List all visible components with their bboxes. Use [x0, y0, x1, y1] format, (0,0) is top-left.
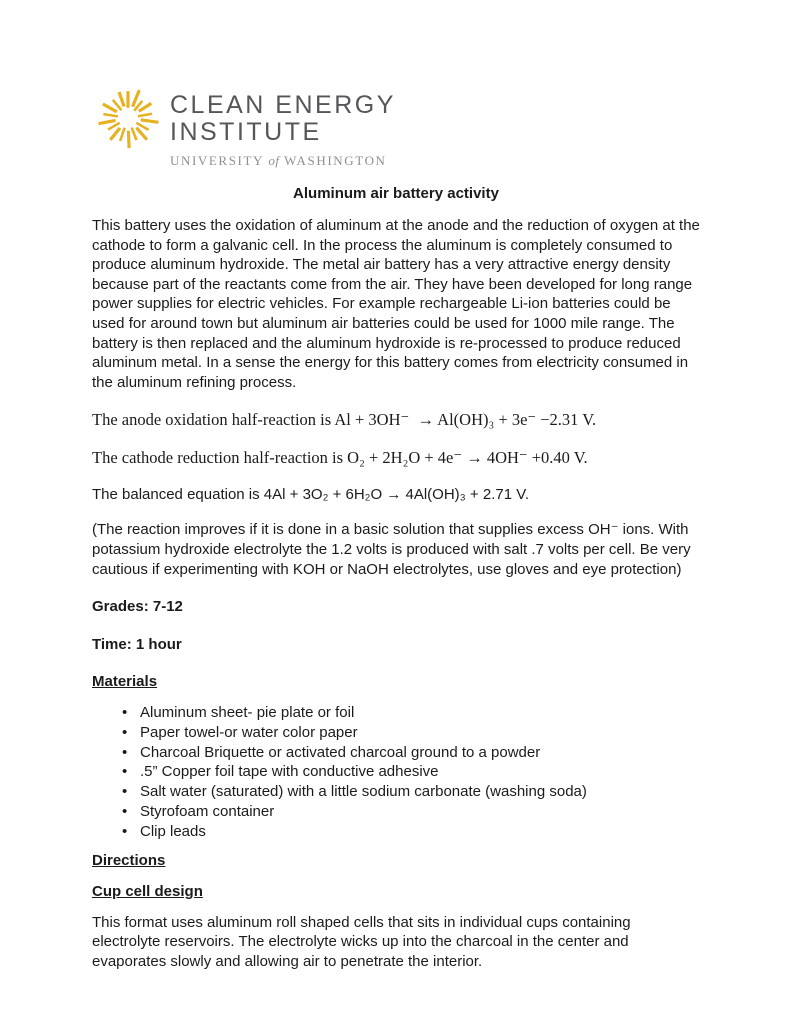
materials-heading: Materials — [92, 673, 158, 691]
list-item-aluminum-sheet: • Aluminum sheet- pie plate or foil — [122, 703, 700, 723]
cup-cell-paragraph: This format uses aluminum roll shaped cells that sits in individual cups containing electrolyte reservoirs. The electrolyte wicks up into the charcoal in the center and evaporates slowly and allowing air to penetrate the interior. — [92, 913, 631, 970]
list-item-copper-foil-tape: • .5” Copper foil tape with conductive adhesive — [122, 762, 700, 782]
balanced-equation-line: The balanced equation is 4Al + 3O₂ + 6H₂O → 4Al(OH)₃ + 2.71 V. — [92, 486, 530, 504]
sunburst-logo-icon — [92, 86, 164, 150]
logo-title-line1: CLEAN ENERGY — [170, 91, 396, 119]
cathode-reaction-line: The cathode reduction half-reaction is O₂ + 2H₂O + 4e⁻ → 4OH⁻ +0.40 V. — [92, 448, 588, 468]
anode-reaction-line: The anode oxidation half-reaction is Al + 3OH⁻ → Al(OH)₃ + 3e⁻ −2.31 V. — [92, 410, 597, 430]
logo-tagline-washington: WASHINGTON — [284, 153, 387, 168]
logo-title-line2: INSTITUTE — [170, 118, 322, 146]
directions-heading: Directions — [92, 852, 166, 870]
grades-line: Grades: 7-12 — [92, 598, 183, 616]
time-line: Time: 1 hour — [92, 635, 182, 653]
logo-text-block — [170, 86, 396, 169]
logo-tagline — [170, 153, 396, 169]
logo-tagline-university: UNIVERSITY — [170, 153, 264, 168]
page-title: Aluminum air battery activity — [293, 185, 499, 202]
list-item-charcoal: • Charcoal Briquette or activated charcoal ground to a powder — [122, 743, 700, 763]
list-item-clip-leads: • Clip leads — [122, 822, 700, 842]
list-item-salt-water: • Salt water (saturated) with a little sodium carbonate (washing soda) — [122, 782, 700, 802]
logo-tagline-of: of — [268, 153, 280, 168]
clean-energy-institute-logo — [92, 86, 700, 169]
materials-list — [92, 703, 700, 842]
list-item-styrofoam-container: • Styrofoam container — [122, 802, 700, 822]
reaction-note-paragraph: (The reaction improves if it is done in a basic solution that supplies excess OH⁻ ions. With potassium hydroxide electrolyte the 1.2 volts is produced with salt .7 volts per cell. Be very cautious if experimenting with KOH or NaOH electrolytes, use gloves and eye protection) — [92, 521, 691, 578]
list-item-paper-towel: • Paper towel-or water color paper — [122, 723, 700, 743]
intro-paragraph: This battery uses the oxidation of aluminum at the anode and the reduction of oxygen at the cathode to form a galvanic cell. In the process the aluminum is completely consumed to produce aluminum hydroxide. The metal air battery has a very attractive energy density because part of the reactants come from the air. They have been developed for long range power supplies for electric vehicles. For example rechargeable Li-ion batteries could be used for around town but aluminum air batteries could be used for 1000 mile range. The battery is then replaced and the aluminum hydroxide is re-processed to produce reduced aluminum metal. In a sense the energy for this battery comes from electricity consumed in the aluminum refining process. — [92, 217, 700, 391]
cup-cell-design-heading: Cup cell design — [92, 883, 203, 901]
